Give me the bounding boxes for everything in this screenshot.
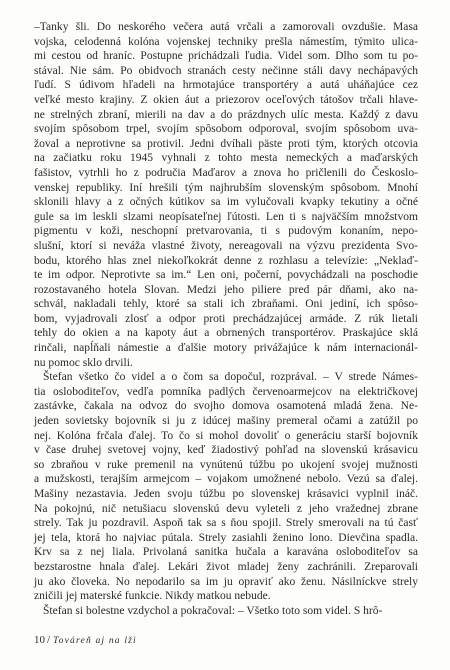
text-line: bodu, ktorého hlas znel niekoľkokrát denne z rozhlasu a televízie: „Neklaď-	[34, 254, 418, 267]
text-line: te im odpor. Neprotivte sa im.“ Len oni, počerní, povychádzali na poschodie	[34, 269, 418, 282]
text-line: v čase druhej svetovej vojny, keď žiadostivý pohľad na slovenskú krásavicu	[34, 444, 418, 457]
paragraph	[34, 604, 418, 619]
text-line: fašistov, vytrhli ho z područia Maďarov a znova ho pričlenili do Českoslo-	[34, 166, 418, 179]
text-line: schvál, nakladali tehly, ktoré sa stali ich zbraňami. Oni jediní, ich spôso-	[34, 298, 418, 311]
text-line: žoval a neprotivne sa protivil. Jedni dvíhali päste proti tým, ktorých otcovia	[34, 137, 418, 150]
text-line: Štefan všetko čo videl a o čom sa dopočul, rozprával. – V strede Námes-	[43, 371, 418, 384]
paragraph	[34, 370, 418, 604]
text-line: mi cestou od hraníc. Postupne prichádzali ľudia. Videl som. Dlho som tu po-	[34, 50, 418, 63]
text-line: vojska, celodenná kolóna vojenskej techniky prešla námestím, týmito ulica-	[34, 35, 418, 48]
text-line: nu pomoc sklo drvili.	[34, 356, 133, 369]
text-line: jeden sovietsky bojovník si ju z idúcej mašiny premeral očami a zatúžil po	[34, 415, 418, 428]
text-line: so zbraňou v ruke premenil na vynútenú túžbu po ukojení svojej mužnosti	[34, 458, 418, 471]
text-line: Štefan si bolestne vzdychol a pokračoval: – Všetko toto som videl. S hrô-	[43, 604, 383, 617]
footer-separator: /	[47, 634, 51, 646]
text-line: Mašiny nezastavia. Jeden svoju túžbu po slovenskej krásavici vyplnil ináč.	[34, 488, 418, 500]
text-line: na začiatku roku 1945 vyhnali z tohto mesta nemeckých a maďarských	[34, 152, 418, 165]
text-line: gule sa im leskli slzami neopísateľnej ľútosti. Len ti s najväčším množstvom	[34, 210, 418, 223]
text-line: stával. Nie sám. Po obidvoch stranách cesty nečinne stáli davy nechápavých	[34, 64, 418, 77]
text-line: rinčali, napĺňali námestie a ďalšie motory privážajúce k nám internacionál-	[34, 342, 418, 355]
text-line: zničili jej materské funkcie. Nikdy matkou nebude.	[34, 590, 271, 603]
text-line: zastávke, čakala na odvoz do svojho domova osamotená mladá žena. Ne-	[34, 400, 418, 413]
text-line: ju ako človeka. No nepodarilo sa im ju opraviť ako ženu. Násilníckve strely	[34, 575, 418, 588]
running-head: Továreň aj na lži	[53, 636, 137, 646]
text-line: jej tela, ktorá ho najviac pútala. Strely zasiahli ženino lono. Dievčina spadla.	[34, 531, 418, 544]
text-line: strely. Tak ju pozdravil. Aspoň tak sa s ňou spojil. Strely smerovali na tú časť	[34, 517, 418, 530]
text-line: sklonili hlavy a z očných kútikov sa im vylučovali kvapky tekutiny a očné	[34, 196, 418, 209]
text-line: rozostavaného hotela Slovan. Medzi jeho piliere pred pár dňami, ako na-	[34, 283, 418, 296]
text-line: veľké mesto krajiny. Z okien áut a priezorov oceľových tátošov trčali hlave-	[34, 93, 418, 106]
text-line: ľudí. S údivom hľadeli na hrmotajúce transportéry a autá uháňajúce cez	[34, 79, 418, 92]
text-line: ne strelných zbraní, mierili na dav a do prázdnych ulíc mesta. Každý z davu	[34, 108, 418, 121]
text-line: venskej republiky. Iní hrešili tým najhrubším slovenským spôsobom. Mnohí	[34, 181, 418, 194]
text-line: slušní, ktorí si neváža vlastné životy, nereagovali na výzvu prezidenta Svo-	[34, 239, 418, 252]
page-body	[34, 20, 418, 618]
page-footer	[34, 634, 137, 646]
text-line: tia osloboditeľov, vedľa pomníka padlých červenoarmejcov na električkovej	[34, 385, 418, 398]
text-line: Na pokojnú, nič netušiacu slovenskú devu vyleteli z jeho vražednej zbrane	[34, 502, 418, 515]
page-number: 10	[34, 634, 45, 646]
text-line: bom, vyjadrovali zlosť a odpor proti prechádzajúcej armáde. Z rúk lietali	[34, 312, 418, 325]
text-line: svojím spôsobom trpel, svojím spôsobom odporoval, svojím spôsobom uva-	[34, 123, 418, 136]
text-line: nej. Kolóna frčala ďalej. To čo si mohol dovoliť o generáciu starší bojovník	[34, 429, 418, 442]
text-line: bezstarostne hnala ďalej. Lekári život mladej ženy zachránili. Zreparovali	[34, 560, 418, 573]
text-line: Krv sa z nej liala. Privolaná sanitka hučala a karavána osloboditeľov sa	[34, 546, 418, 559]
text-line: a mužskosti, terajším armejcom – vojakom umožnené nebolo. Vezú sa ďalej.	[34, 473, 418, 486]
text-line: tehly do okien a na kapoty áut a obrnených transportérov. Praskajúce sklá	[34, 327, 418, 340]
text-line: pigmentu v koži, neschopní pretvarovania, ti s pudovým konaním, nepo-	[34, 225, 418, 238]
text-line: –Tanky šli. Do neskorého večera autá vrčali a zamorovali ovzdušie. Masa	[34, 21, 418, 33]
paragraph	[34, 20, 418, 370]
